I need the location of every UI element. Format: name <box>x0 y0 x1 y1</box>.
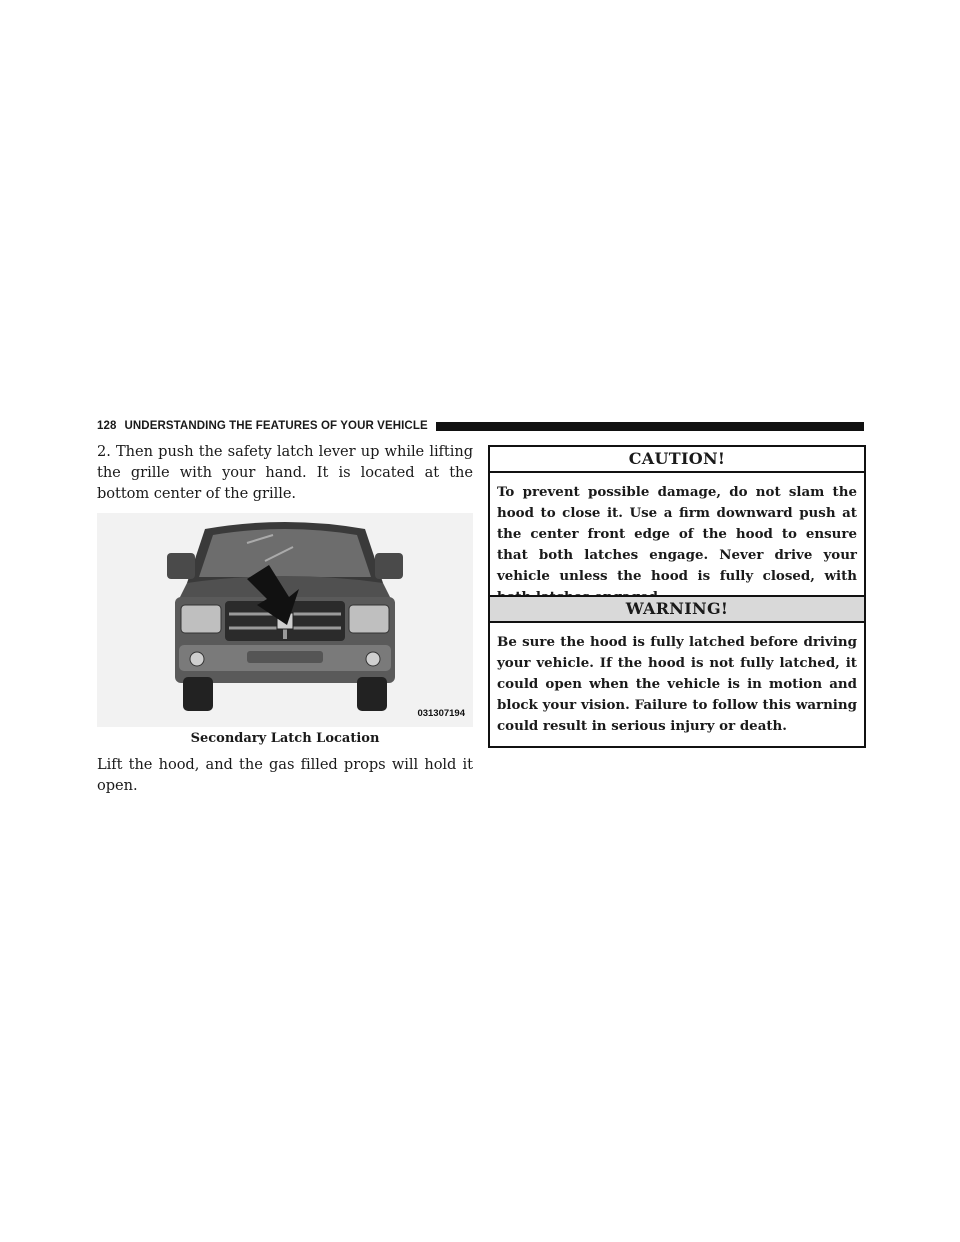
caution-title: CAUTION! <box>490 447 864 473</box>
warning-title: WARNING! <box>490 597 864 623</box>
caution-box <box>488 445 866 619</box>
instruction-paragraph: 2. Then push the safety latch lever up while lifting the grille with your hand. It is located at the bottom center of the grille. <box>97 443 473 502</box>
header-rule <box>436 422 864 431</box>
warning-box <box>488 595 866 748</box>
figure-caption: Secondary Latch Location <box>190 731 380 746</box>
page-number: 128 <box>97 420 117 432</box>
truck-front-figure <box>97 513 473 727</box>
warning-text: Be sure the hood is fully latched before driving your vehicle. If the hood is not fully latched, it could open when the vehicle is in motion and block your vision. Failure to follow this warning could result in serious injury or death. <box>497 634 857 734</box>
figure-code: 031307194 <box>417 708 465 719</box>
caution-text: To prevent possible damage, do not slam the hood to close it. Use a firm downward push at the center front edge of the hood to ensure that both latches engage. Never drive your vehicle unless the hood is fully closed, with <box>497 484 857 584</box>
section-title: UNDERSTANDING THE FEATURES OF YOUR VEHICLE <box>124 420 428 432</box>
page-header <box>97 419 864 433</box>
left-column <box>97 441 473 796</box>
truck-illustration <box>97 513 473 727</box>
closing-paragraph: Lift the hood, and the gas filled props will hold it open. <box>97 756 473 794</box>
